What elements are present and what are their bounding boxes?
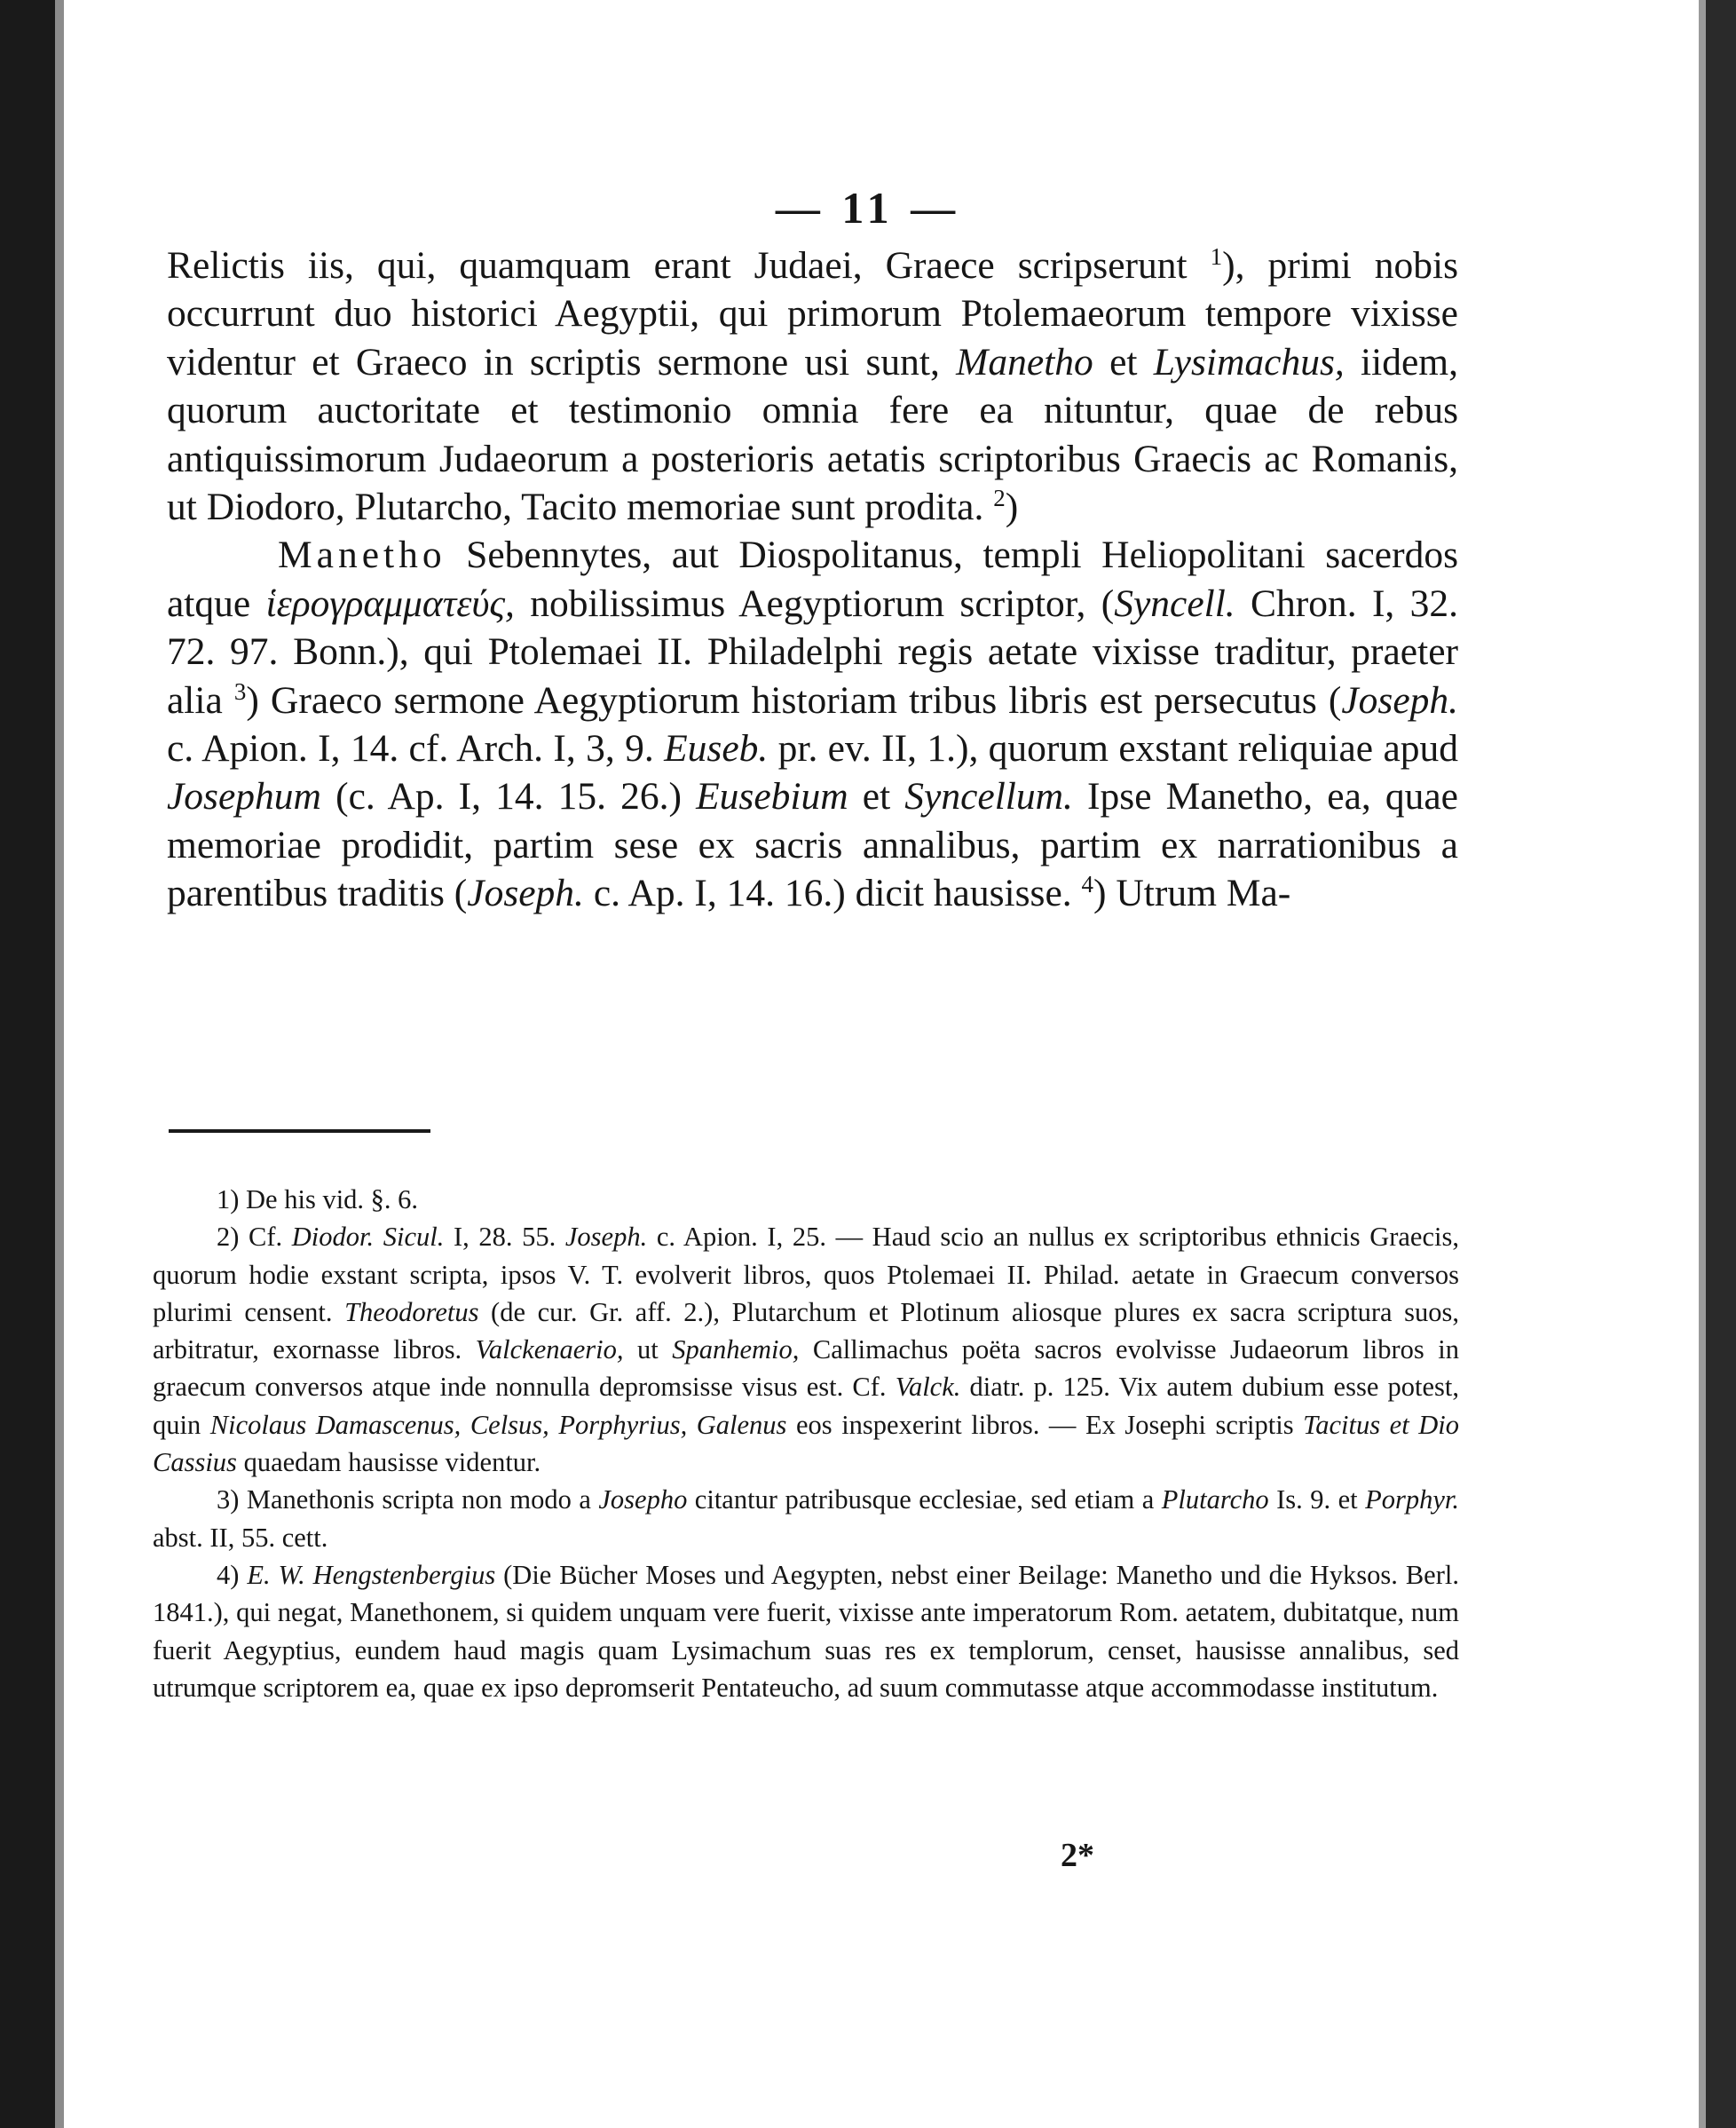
footnote-3: 3) Manethonis scripta non modo a Josepho citantur patribusque ecclesiae, sed etiam a Plutarcho Is. 9. et Porphyr. abst. II, 55. cett. [153,1484,1459,1553]
footnote-ref-2[interactable]: 2 [993,485,1006,512]
footnote-ref-1[interactable]: 1 [1210,243,1223,271]
page-header: — 11 — [775,183,961,233]
paragraph-1: Relictis iis, qui, quamquam erant Judaei, Graece scripserunt $^1$), primi nobis occurrunt duo historici Aegyptii, qui primorum Ptolemaeorum tempore vixisse videntur et Graeco in scriptis sermone usi sunt, Manetho et Lysimachus, iidem, quorum auctoritate et testimonio omnia fere ea nituntur, quae de rebus antiquissimorum Judaeorum a posterioris aetatis scriptoribus Graecis ac Romanis, ut Diodoro, Plutarcho, Tacito memoriae sunt prodita. $^2$) [167,243,1458,529]
footnote-ref-4[interactable]: 4 [1081,871,1094,898]
right-scan-border [1706,0,1736,2128]
left-binding-shadow [0,0,55,2128]
right-page-edge [1699,0,1706,2128]
footnotes [153,1181,1459,1706]
signature-mark: 2* [1061,1837,1094,1874]
footnote-ref-3[interactable]: 3 [233,677,247,705]
main-text [167,241,1458,918]
footnote-2: 2) Cf. Diodor. Sicul. I, 28. 55. Joseph. c. Apion. I, 25. — Haud scio an nullus ex scriptoribus ethnicis Graecis, quorum hodie exstant scripta, ipsos V. T. evolverit libros, quos Ptolemaei II. Philad. aetate in Graecum conversos plurimi censent. Theodoretus (de cur. Gr. aff. 2.), Plutarchum et Plotinum aliosque plures ex sacra scriptura suos, arbitratur, exornasse libros. Valckenaerio, ut Spanhemio, Callimachus poëta sacros evolvisse Judaeorum libros in graecum conversos atque inde nonnulla depromsisse visus est. Cf. Valck. diatr. p. 125. Vix autem dubium esse potest, quin Nicolaus Damascenus, Celsus, Porphyrius, Galenus eos inspexerint libros. — Ex Josephi scriptis Tacitus et Dio Cassius quaedam hausisse videntur. [153,1222,1459,1478]
paragraph-2: Manetho Sebennytes, aut Diospolitanus, templi Heliopolitani sacerdos atque ἱερογραμματεύς, nobilissimus Aegyptiorum scriptor, (Syncell. Chron. I, 32. 72. 97. Bonn.), qui Ptolemaei II. Philadelphi regis aetate vixisse traditur, praeter alia $^3$) Graeco sermone Aegyptiorum historiam tribus libris est persecutus (Joseph. c. Apion. I, 14. cf. Arch. I, 3, 9. Euseb. pr. ev. II, 1.), quorum exstant reliquiae apud Josephum (c. Ap. I, 14. 15. 26.) Eusebium et Syncellum. Ipse Manetho, ea, quae memoriae prodidit, partim sese ex sacris annalibus, partim ex narrationibus a parentibus traditis (Joseph. c. Ap. I, 14. 16.) dicit hausisse. $^4$) Utrum Ma- [167,534,1458,915]
footnote-1: 1) De his vid. §. 6. [217,1184,419,1214]
footnote-4: 4) E. W. Hengstenbergius (Die Bücher Moses und Aegypten, nebst einer Beilage: Manetho und die Hyksos. Berl. 1841.), qui negat, Manethonem, si quidem unquam vere fuerit, vixisse ante imperatorum Rom. aetatem, dubitatque, num fuerit Aegyptius, eundem haud magis quam Lysimachum suas res ex templorum, censet, hausisse annalibus, sed utrumque scriptorem ea, quae ex ipso depromserit Pentateucho, ad suum commutasse atque accommodasse institutum. [153,1559,1459,1703]
footnote-separator [169,1129,430,1133]
left-page-edge [55,0,64,2128]
